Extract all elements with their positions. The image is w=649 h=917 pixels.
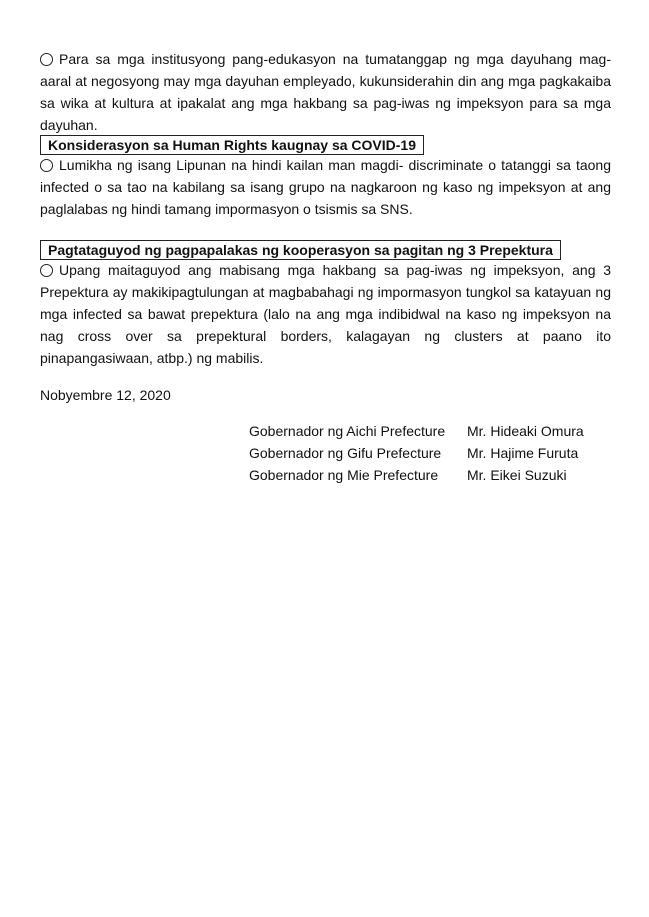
intro-paragraph-text: Para sa mga institusyong pang-edukasyon na tumatanggap ng mga dayuhang mag-aaral at negosyong may mga dayuhan empleyado, kukunsiderahin din ang mga pagkakaiba sa wika at kultura at ipakalat ang mga hakbang sa pag-iwas ng impeksyon para sa mga dayuhan. bbox=[40, 51, 611, 133]
signatory-block bbox=[249, 420, 584, 486]
signatory-title: Gobernador ng Aichi Prefecture bbox=[249, 423, 446, 439]
signatory-row bbox=[249, 464, 584, 486]
human-rights-paragraph bbox=[40, 154, 611, 220]
cooperation-paragraph bbox=[40, 259, 611, 369]
circle-bullet-icon bbox=[40, 264, 53, 277]
signatory-title: Gobernador ng Gifu Prefecture bbox=[249, 445, 442, 461]
human-rights-paragraph-text: Lumikha ng isang Lipunan na hindi kailan man magdi- discriminate o tatanggi sa taong infected o sa tao na kabilang sa isang grupo na nagkaroon ng kaso ng impeksyon at ang paglalabas ng hindi tamang impormasyon o tsismis sa SNS. bbox=[40, 157, 611, 217]
signatory-name: Mr. Hideaki Omura bbox=[467, 423, 584, 439]
circle-bullet-icon bbox=[40, 53, 53, 66]
signatory-row bbox=[249, 420, 584, 442]
signatory-name: Mr. Eikei Suzuki bbox=[467, 467, 567, 483]
signatory-title: Gobernador ng Mie Prefecture bbox=[249, 467, 439, 483]
signatory-name: Mr. Hajime Furuta bbox=[467, 445, 579, 461]
cooperation-heading: Pagtataguyod ng pagpapalakas ng kooperasyon sa pagitan ng 3 Prepektura bbox=[40, 240, 561, 260]
intro-paragraph bbox=[40, 48, 611, 136]
human-rights-heading: Konsiderasyon sa Human Rights kaugnay sa COVID-19 bbox=[40, 135, 424, 155]
signatory-row bbox=[249, 442, 584, 464]
cooperation-paragraph-text: Upang maitaguyod ang mabisang mga hakbang sa pag-iwas ng impeksyon, ang 3 Prepektura ay makikipagtulungan at magbabahagi ng impormasyon tungkol sa katayuan ng mga infected sa bawat prepektura (lalo na ang mga indibidwal na kaso ng impeksyon na nag cross over sa prepektural borders, kalagayan ng clusters at paano ito pinapangasiwaan, atbp.) ng mabilis. bbox=[40, 262, 611, 366]
document-date: Nobyembre 12, 2020 bbox=[40, 387, 171, 403]
circle-bullet-icon bbox=[40, 159, 53, 172]
